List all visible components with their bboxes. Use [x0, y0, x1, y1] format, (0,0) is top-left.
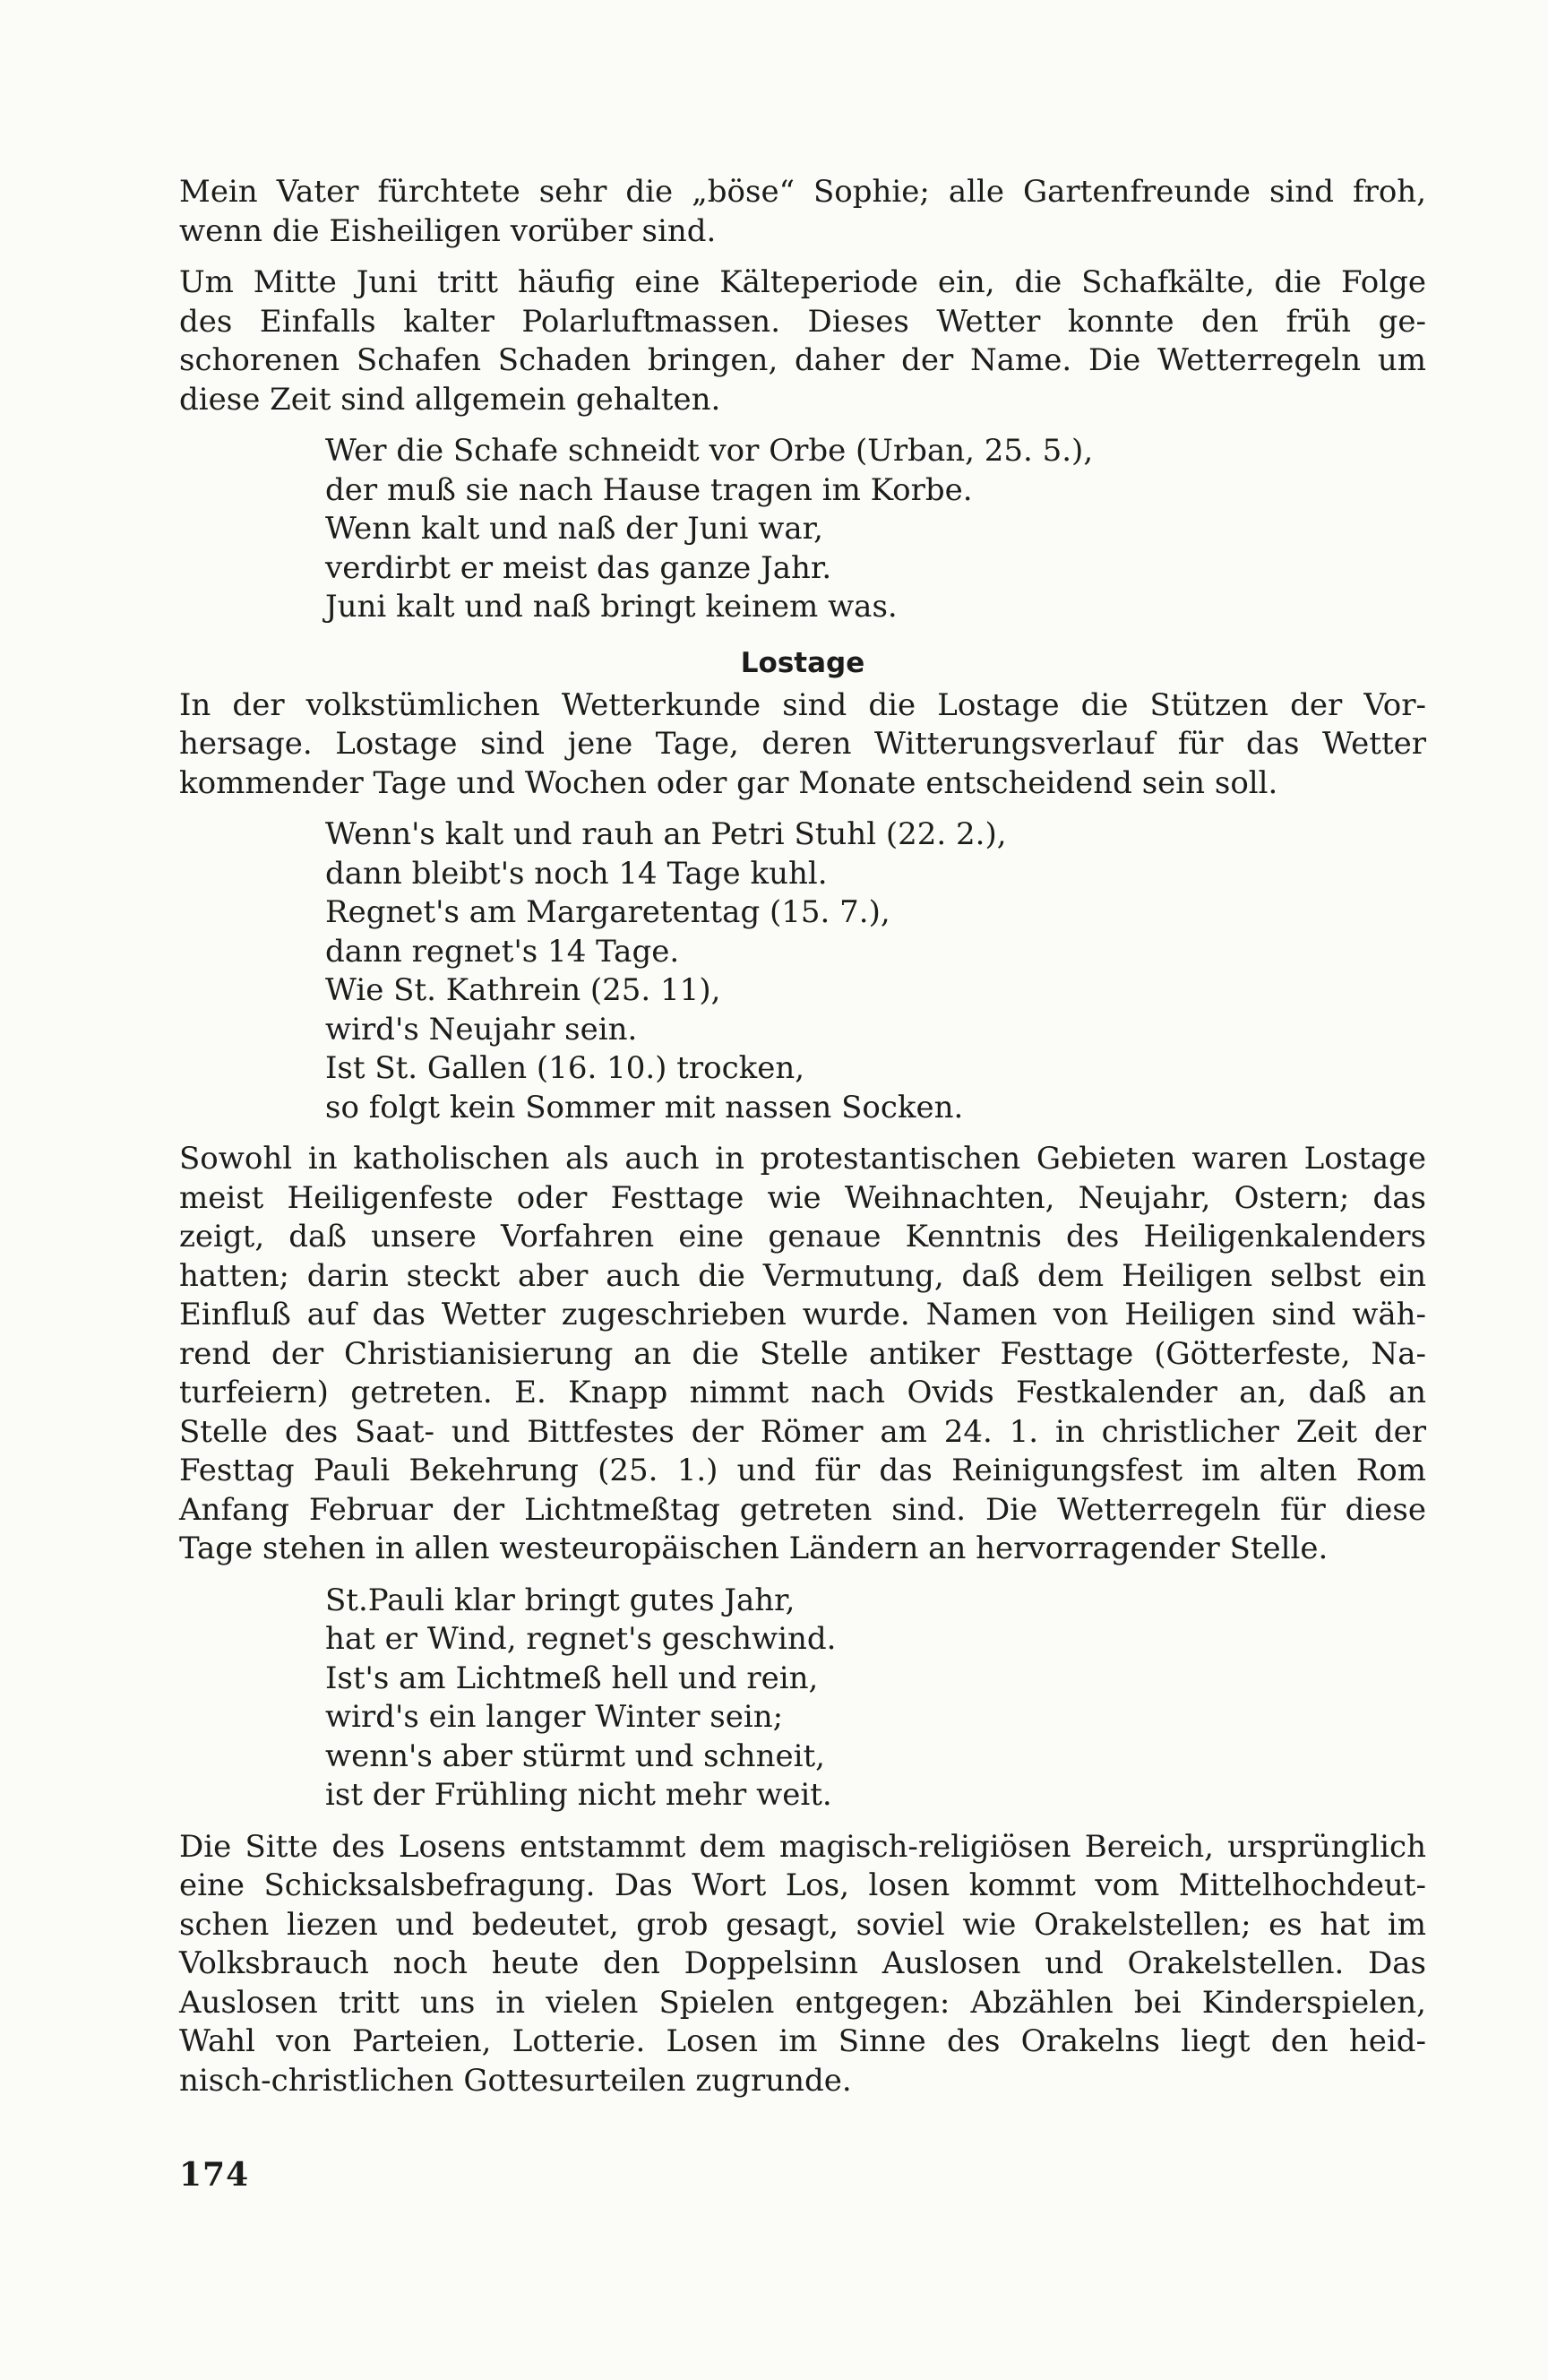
paragraph-line: turfeiern) getreten. E. Knapp nimmt nach Ovids Festkalender an, daß an: [179, 1375, 1426, 1410]
section-heading: Lostage: [740, 646, 865, 679]
paragraph-1: [179, 173, 1426, 251]
paragraph-line: nisch-christlichen Gottesurteilen zugrunde.: [179, 2062, 852, 2099]
paragraph-line: Anfang Februar der Lichtmeßtag getreten sind. Die Wetterregeln für diese: [179, 1491, 1426, 1528]
verse-line: Juni kalt und naß bringt keinem was.: [325, 589, 898, 625]
verse-line: dann bleibt's noch 14 Tage kuhl.: [325, 855, 828, 892]
verse-line: wird's Neujahr sein.: [325, 1011, 638, 1048]
verse-line: Wenn's kalt und rauh an Petri Stuhl (22. 2.),: [325, 816, 1007, 852]
verse-line: Ist's am Lichtmeß hell und rein,: [325, 1660, 819, 1696]
verse-2: [179, 815, 1426, 1127]
paragraph-line: Einfluß auf das Wetter zugeschrieben wurde. Namen von Heiligen sind wäh-: [179, 1297, 1426, 1332]
verse-line: dann regnet's 14 Tage.: [325, 933, 680, 970]
verse-line: Wie St. Kathrein (25. 11),: [325, 972, 721, 1008]
verse-line: Ist St. Gallen (16. 10.) trocken,: [325, 1050, 805, 1086]
paragraph-3: [179, 686, 1426, 804]
paragraph-line: schorenen Schafen Schaden bringen, daher der Name. Die Wetterregeln um: [179, 342, 1426, 378]
verse-line: St.Pauli klar bringt gutes Jahr,: [325, 1582, 796, 1618]
paragraph-line: kommender Tage und Wochen oder gar Monate entscheidend sein soll.: [179, 764, 1278, 801]
paragraph-line: In der volkstümlichen Wetterkunde sind die Lostage die Stützen der Vor-: [179, 686, 1426, 723]
paragraph-2: [179, 263, 1426, 419]
verse-line: verdirbt er meist das ganze Jahr.: [325, 549, 832, 586]
paragraph-line: Wahl von Parteien, Lotterie. Losen im Sinne des Orakelns liegt den heid-: [179, 2023, 1426, 2059]
paragraph-4: [179, 1140, 1426, 1569]
verse-line: Regnet's am Margaretentag (15. 7.),: [325, 894, 890, 930]
paragraph-line: Volksbrauch noch heute den Doppelsinn Auslosen und Orakelstellen. Das: [179, 1945, 1426, 1981]
paragraph-line: diese Zeit sind allgemein gehalten.: [179, 381, 721, 418]
paragraph-line: Die Sitte des Losens entstammt dem magisch-religiösen Bereich, ursprünglich: [179, 1828, 1426, 1865]
verse-line: wenn's aber stürmt und schneit,: [325, 1738, 825, 1774]
verse-line: der muß sie nach Hause tragen im Korbe.: [325, 471, 973, 508]
verse-line: Wenn kalt und naß der Juni war,: [325, 511, 823, 547]
paragraph-line: rend der Christianisierung an die Stelle antiker Festtage (Götterfeste, Na-: [179, 1335, 1426, 1372]
paragraph-line: Stelle des Saat- und Bittfestes der Römer am 24. 1. in christlicher Zeit der: [179, 1413, 1426, 1450]
paragraph-line: Tage stehen in allen westeuropäischen Ländern an hervorragender Stelle.: [179, 1531, 1329, 1566]
paragraph-line: eine Schicksalsbefragung. Das Wort Los, losen kommt vom Mittelhochdeut-: [179, 1867, 1426, 1903]
paragraph-line: Mein Vater fürchtete sehr die „böse“ Sophie; alle Gartenfreunde sind froh,: [179, 174, 1426, 210]
verse-line: Wer die Schafe schneidt vor Orbe (Urban, 25. 5.),: [325, 433, 1094, 469]
verse-3: [179, 1582, 1426, 1815]
page-number: 174: [179, 2156, 250, 2194]
paragraph-line: Um Mitte Juni tritt häufig eine Kälteperiode ein, die Schafkälte, die Folge: [179, 264, 1426, 300]
paragraph-line: hatten; darin steckt aber auch die Vermutung, daß dem Heiligen selbst ein: [179, 1257, 1426, 1294]
verse-line: hat er Wind, regnet's geschwind.: [325, 1621, 837, 1657]
paragraph-line: zeigt, daß unsere Vorfahren eine genaue Kenntnis des Heiligenkalenders: [179, 1219, 1426, 1255]
paragraph-line: wenn die Eisheiligen vorüber sind.: [179, 212, 717, 249]
page-body: [179, 173, 1426, 2113]
verse-line: wird's ein langer Winter sein;: [325, 1699, 784, 1735]
verse-1: [179, 432, 1426, 627]
paragraph-line: hersage. Lostage sind jene Tage, deren Witterungsverlauf für das Wetter: [179, 726, 1426, 762]
paragraph-5: [179, 1828, 1426, 2101]
verse-line: so folgt kein Sommer mit nassen Socken.: [325, 1089, 964, 1125]
paragraph-line: schen liezen und bedeutet, grob gesagt, soviel wie Orakelstellen; es hat im: [179, 1906, 1426, 1943]
verse-line: ist der Frühling nicht mehr weit.: [325, 1777, 832, 1813]
paragraph-line: Auslosen tritt uns in vielen Spielen entgegen: Abzählen bei Kinderspielen,: [179, 1984, 1426, 2021]
paragraph-line: des Einfalls kalter Polarluftmassen. Dieses Wetter konnte den früh ge-: [179, 303, 1426, 340]
paragraph-line: Sowohl in katholischen als auch in protestantischen Gebieten waren Lostage: [179, 1141, 1426, 1177]
paragraph-line: Festtag Pauli Bekehrung (25. 1.) und für das Reinigungsfest im alten Rom: [179, 1453, 1426, 1488]
paragraph-line: meist Heiligenfeste oder Festtage wie Weihnachten, Neujahr, Ostern; das: [179, 1179, 1426, 1216]
